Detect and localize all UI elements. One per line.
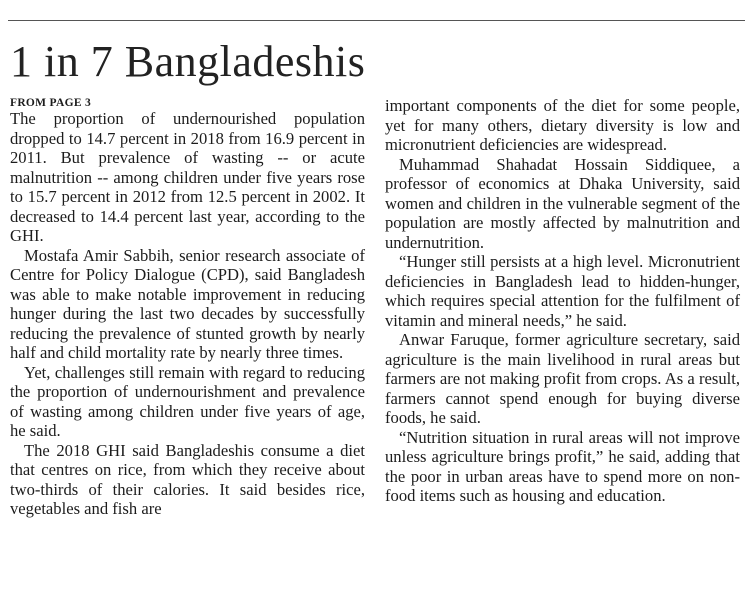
article-column-2 xyxy=(385,96,740,506)
paragraph: The proportion of undernourished population dropped to 14.7 percent in 2018 from 16.9 percent in 2011. But prevalence of wasting -- or acute malnutrition -- among children under five years rose to 15.7 percent in 2012 from 12.5 percent in 2002. It decreased to 14.4 percent last year, according to the GHI. xyxy=(10,109,365,245)
headline: 1 in 7 Bangladeshis xyxy=(10,37,366,86)
paragraph: The 2018 GHI said Bangladeshis consume a diet that centres on rice, from which they receive about two-thirds of their calories. It said besides rice, vegetables and fish are xyxy=(10,440,365,518)
paragraph: Yet, challenges still remain with regard to reducing the proportion of undernourishment and prevalence of wasting among children under five years of age, he said. xyxy=(10,362,365,440)
paragraph: Anwar Faruque, former agriculture secretary, said agriculture is the main livelihood in rural areas but farmers are not making profit from crops. As a result, farmers cannot spend enough for buying diverse foods, he said. xyxy=(385,330,740,427)
paragraph: “Hunger still persists at a high level. Micronutrient deficiencies in Bangladesh lead to hidden-hunger, which requires special attention for the fulfilment of vitamin and mineral needs,” he said. xyxy=(385,252,740,330)
continued-from-label: FROM PAGE 3 xyxy=(10,97,92,109)
top-rule xyxy=(8,20,745,21)
paragraph: “Nutrition situation in rural areas will not improve unless agriculture brings profit,” he said, adding that the poor in urban areas have to spend more on non-food items such as housing and education. xyxy=(385,427,740,505)
paragraph: important components of the diet for some people, yet for many others, dietary diversity is low and micronutrient deficiencies are widespread. xyxy=(385,96,740,154)
article-column-1 xyxy=(10,96,365,519)
paragraph: Mostafa Amir Sabbih, senior research associate of Centre for Policy Dialogue (CPD), said Bangladesh was able to make notable improvement in reducing hunger during the last two decades by successfully reducing the prevalence of stunted growth by nearly half and child mortality rate by nearly three times. xyxy=(10,245,365,362)
paragraph: Muhammad Shahadat Hossain Siddiquee, a professor of economics at Dhaka University, said women and children in the vulnerable segment of the population are mostly affected by malnutrition and undernutrition. xyxy=(385,154,740,252)
